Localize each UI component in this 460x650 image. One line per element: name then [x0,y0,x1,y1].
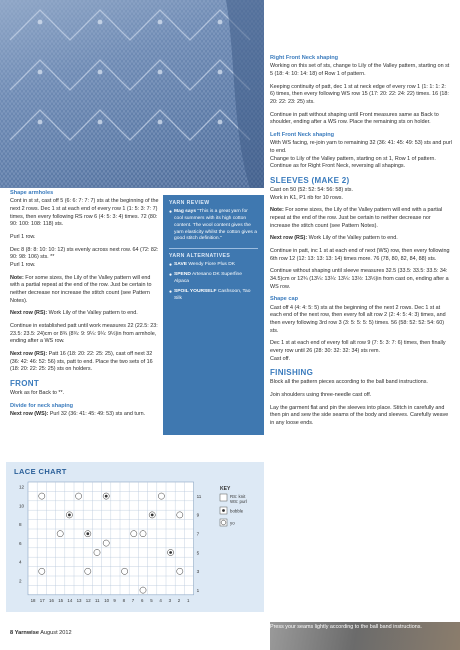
left-neck-para-3: Continue as for Right Front Neck, reversing all shapings. [270,163,406,170]
chart-row-label: 4 [19,559,22,565]
chart-col-label: 7 [131,597,135,603]
cap-para-3: Cast off. [270,355,290,362]
bobble-symbol [68,514,71,517]
chart-row-label: 8 [19,522,22,528]
chart-col-label: 13 [76,597,82,603]
page-number: 8 [10,630,14,636]
right-neck-para-1: Working on this set of sts, change to Lily of the Valley pattern, starting on st 5 (18: 4: 10: 14: 18) of Row 1 of pattern. [270,63,450,77]
chart-col-label: 11 [95,597,100,603]
bobble-symbol [86,532,89,535]
armholes-para-5: Continue in established patt until work measures 22 (22.5: 23: 23.5: 23.5: 24)cm or 8¾ (8¾: 9: 9¼: 9¼: 9½)in from armhole, ending after a WS row. [10,323,158,345]
lace-chart-title: LACE CHART [14,467,67,476]
chart-row-label: 6 [19,540,22,546]
left-neck-heading: Left Front Neck shaping [270,131,335,138]
chart-row-label: 2 [19,578,22,584]
chart-row-label: 11 [196,493,202,499]
right-neck-para-2: Keeping continuity of patt, dec 1 st at neck edge of every row 1 (1: 1: 1: 2: 6) times, then every following WS row 15 (17: 20: 22: 24: 22) times. 16 (18: 20: 22: 23: 25) sts. [270,83,449,105]
armholes-note: Note: For some sizes, the Lily of the Valley pattern will end with a partial repeat at the end of the row. Just be certain to neither decrease nor increase the stitch count (see Pattern Notes). [10,274,152,304]
key-bobble-label: bobble [230,508,244,514]
chart-col-label: 3 [168,597,172,603]
front-heading: FRONT [10,379,40,389]
finishing-para-2: Join shoulders using three-needle cast off. [270,391,372,398]
chart-col-label: 8 [122,597,126,603]
chart-col-label: 18 [30,597,36,603]
right-neck-heading: Right Front Neck shaping [270,55,339,61]
divide-heading: Divide for neck shaping [10,402,74,409]
sidebar-divider [169,248,258,249]
key-bobble-icon [222,509,225,512]
alt-save-item: ● SAVE Wendy Fiore Plus DK [169,262,236,269]
alt-spend-item: ● SPEND Artesano DK Superfine Alpaca [169,272,243,285]
left-column [10,190,160,424]
key-purl-label: WS: purl [230,499,247,504]
chart-col-label: 14 [67,597,73,603]
chart-key-title: KEY [220,486,231,492]
lace-chart-grid [6,462,264,612]
armholes-para-2: Purl 1 row. [10,233,36,240]
left-neck-para-1: With WS facing, re-join yarn to remaining 32 (36: 41: 45: 49: 53) sts and purl to end. [270,140,452,154]
sleeves-para-1: Cast on 50 (52: 52: 54: 56: 58) sts. [270,186,354,193]
yarn-sidebar [163,195,264,435]
key-yo-label: yo [230,520,235,526]
sleeves-para-4: Continue without shaping until sleeve measures 32.5 (33.5: 33.5: 33.5: 34: 34.5)cm or 12¾ (13¼: 13¼: 13¼: 13½: 13½)in from cast on, ending after a WS row. [270,268,449,290]
chart-col-label: 15 [58,597,64,603]
left-neck-para-2: Change to Lily of the Valley pattern, starting on st 1, Row 1 of pattern. [270,155,436,162]
issue-date: August 2012 [40,630,72,636]
chart-col-label: 16 [49,597,54,603]
lace-chart [6,462,264,612]
bobble-symbol [169,551,172,554]
garment-photo [0,0,264,188]
bobble-symbol [151,514,154,517]
chart-row-label: 7 [196,531,200,537]
yarn-alternatives-heading: YARN ALTERNATIVES [169,253,231,260]
chart-col-label: 12 [85,597,91,603]
shape-armholes-heading: Shape armholes [10,190,54,196]
chart-col-label: 1 [187,597,190,603]
chart-col-label: 6 [141,597,144,603]
divide-text: Next row (WS): Purl 32 (36: 41: 45: 49: 53) sts and turn. [10,410,146,417]
bullet-icon: ● [169,262,173,269]
armholes-next-row: Next row (RS): Work Lily of the Valley pattern to end. [10,310,138,317]
chart-row-label: 3 [196,569,200,575]
armholes-para-1: Cont in st st, cast off 5 (6: 6: 7: 7: 7) sts at the beginning of the next 2 rows. Dec 1 st at each end of every row 1 (1: 5: 3: 7: 7) times, then every following RS row 6 (4: 5: 3: 4) times. 72 (80: 90: 100: 108: 118) sts. [10,198,159,228]
chart-row-label: 5 [196,550,200,556]
chart-col-label: 17 [39,597,45,603]
magazine-brand: Yarnwise [14,630,39,636]
bullet-icon: ● [169,209,173,215]
bullet-icon: ● [169,289,173,296]
page-footer [10,630,72,636]
sleeves-note: Note: For some sizes, the Lily of the Valley pattern will end with a partial repeat at the end of the row. Just be certain to neither decrease nor increase the stitch count (see Pattern Notes). [270,207,443,229]
sleeves-para-2: Work in K1, P1 rib for 10 rows. [270,194,343,201]
cap-para-1: Cast off 4 (4: 4: 5: 5) sts at the beginning of the next 2 rows. Dec 1 st at each end of the next row, then every foll alt row 2 (2: 4: 5: 4: 3) times, and then every following 3rd row 3 (3: 5: 5: 5: 5) times. 56 (58: 52: 52: 54: 60) sts. [270,304,446,334]
chart-row-label: 10 [19,503,25,509]
alt-spoil-item: ● SPOIL YOURSELF Cashsoon, Tao Silk [169,289,251,301]
key-knit-swatch [220,494,227,501]
bobble-symbol [105,495,108,498]
bottom-photo [270,622,460,650]
key-knit-label: RS: knit [230,494,246,499]
chart-col-label: 10 [104,597,110,603]
right-column [270,55,452,433]
finishing-heading: FINISHING [270,368,314,378]
sleeves-next-row: Next row (RS): Work Lily of the Valley pattern to end. [270,235,398,242]
shape-cap-heading: Shape cap [270,296,298,303]
chart-row-label: 9 [196,512,200,518]
right-neck-para-3: Continue in patt without shaping until Front measures same as Back to shoulder, ending after a WS row. Place the remaining sts on holder. [270,111,439,126]
knit-texture [0,0,264,188]
sleeves-para-3: Continue in patt, inc 1 st at each end of next (WS) row, then every following 6th row 12 (12: 13: 13: 13: 14) times more. 76 (78, 80, 82, 84, 88) sts. [270,247,450,262]
finishing-para-4: Press your seams lightly according to the ball band instructions. [270,624,422,630]
chart-col-label: 2 [177,597,181,603]
finishing-para-3: Lay the garment flat and pin the sleeves into place. Stitch in carefully and then pin and sew the side seams of the body and sleeves. Carefully weave in any loose ends. [270,404,449,426]
chart-col-label: 5 [150,597,153,603]
armholes-para-3: Dec 8 (8: 8: 10: 10: 12) sts evenly across next row. 64 (72: 82: 90: 98: 106) sts. ** [10,246,159,261]
yarn-review-item: ● Mag says "This is a great yarn for cool summers with its high cotton content. The wool content gives the yarn elasticity whilst the cotton gives a good stitch definition." [169,209,257,242]
finishing-para-1: Block all the pattern pieces according to the ball band instructions. [270,379,428,386]
bullet-icon: ● [169,272,173,279]
yarn-review-heading: YARN REVIEW [169,200,210,206]
front-text: Work as for Back to **. [10,390,65,397]
chart-col-label: 4 [159,597,162,603]
sleeves-heading: SLEEVES (MAKE 2) [270,175,350,185]
armholes-para-4: Purl 1 row. [10,261,36,268]
chart-row-label: 12 [19,484,25,490]
armholes-next-row-2: Next row (RS): Patt 16 (18: 20: 22: 25: 25), cast off next 32 (36: 42: 46: 52: 56) sts, patt to end. Place the two sets of 16 (18: 20: 22: 25: 25) sts on holders. [10,351,153,373]
chart-row-label: 1 [196,587,200,593]
chart-col-label: 9 [113,597,116,603]
cap-para-2: Dec 1 st at each end of every foll alt row 9 (7: 5: 3: 7: 6) times, then finally every row until 26 (28: 30: 32: 32: 34) sts rem. [270,340,446,354]
